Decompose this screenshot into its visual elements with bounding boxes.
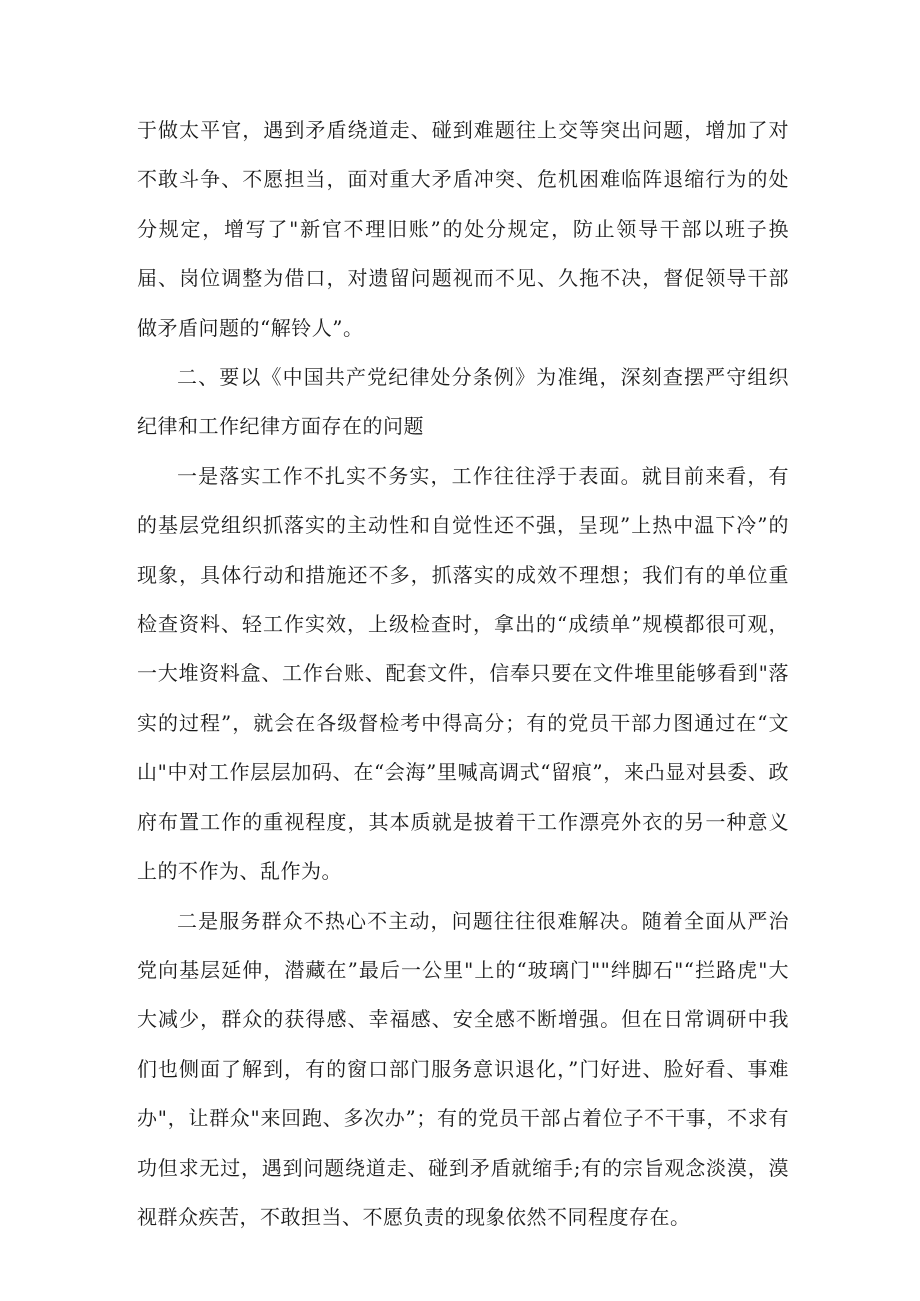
document-body: [137, 106, 789, 1242]
paragraph-point-2: 二是服务群众不热心不主动，问题往往很难解决。随着全面从严治党向基层延伸，潜藏在”最后一公里"上的“玻璃门""绊脚石"“拦路虎"大大减少，群众的获得感、幸福感、安全感不断增强。但在日常调研中我们也侧面了解到，有的窗口部门服务意识退化，”门好进、脸好看、事难办"，让群众"来回跑、多次办”；有的党员干部占着位子不干事，不求有功但求无过，遇到问题绕道走、碰到矛盾就缩手;有的宗旨观念淡漠，漠视群众疾苦，不敢担当、不愿负责的现象依然不同程度存在。: [137, 908, 789, 1229]
paragraph-point-1: 一是落实工作不扎实不务实，工作往往浮于表面。就目前来看，有的基层党组织抓落实的主动性和自觉性还不强，呈现”上热中温下冷”的现象，具体行动和措施还不多，抓落实的成效不理想；我们有的单位重检查资料、轻工作实效，上级检查时，拿出的“成绩单”规模都很可观，一大堆资料盒、工作台账、配套文件，信奉只要在文件堆里能够看到"落实的过程”，就会在各级督检考中得高分；有的党员干部力图通过在“文山"中对工作层层加码、在“会海”里喊高调式“留痕”，来凸显对县委、政府布置工作的重视程度，其本质就是披着干工作漂亮外衣的另一种意义上的不作为、乱作为。: [137, 463, 789, 884]
section-heading-2: 二、要以《中国共产党纪律处分条例》为准绳，深刻查摆严守组织纪律和工作纪律方面存在的问题: [137, 365, 789, 439]
paragraph-continuation: 于做太平官，遇到矛盾绕道走、碰到难题往上交等突出问题，增加了对不敢斗争、不愿担当，面对重大矛盾冲突、危机困难临阵退缩行为的处分规定，增写了"新官不理旧账”的处分规定，防止领导干部以班子换届、岗位调整为借口，对遗留问题视而不见、久拖不决，督促领导干部做矛盾问题的“解铃人”。: [137, 118, 789, 340]
